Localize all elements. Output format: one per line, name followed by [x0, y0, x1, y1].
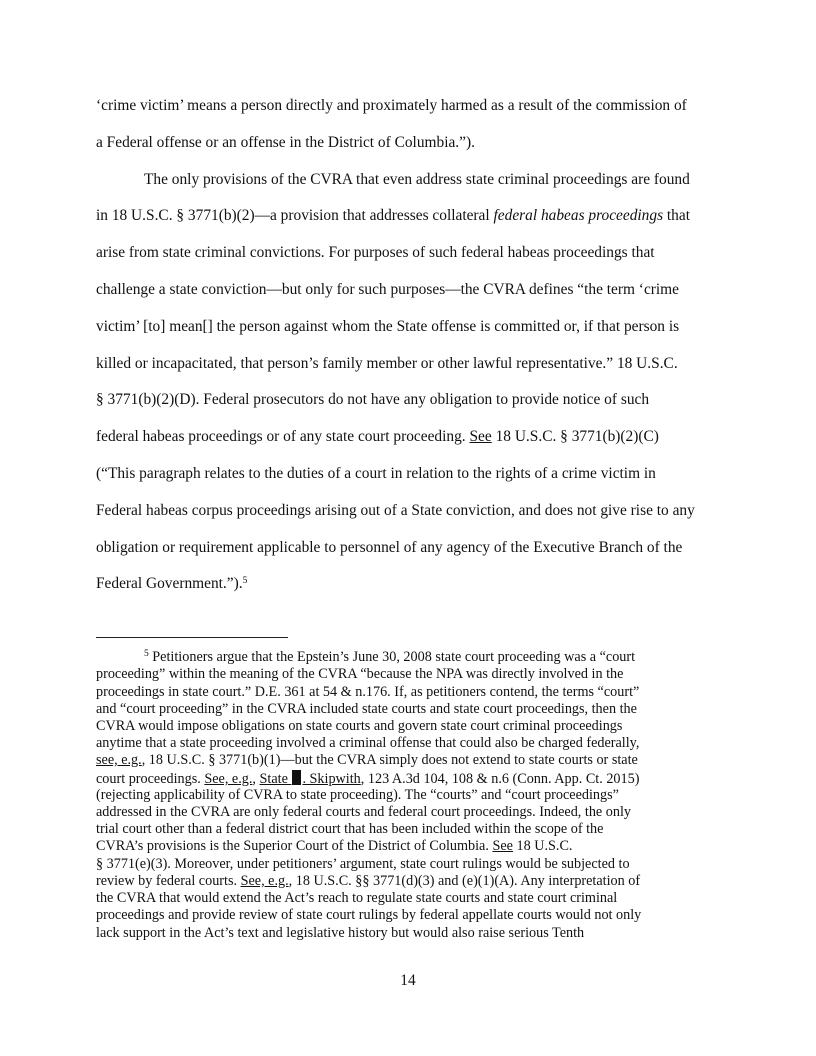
footnote-line: proceedings in state court.” D.E. 361 at 54 & n.176. If, as petitioners contend, the terms “court”	[96, 684, 640, 700]
footnote-line	[96, 770, 736, 788]
footnote-line: lack support in the Act’s text and legislative history but would also raise serious Tenth	[96, 925, 585, 941]
footnote-line: anytime that a state proceeding involved a criminal offense that could also be charged federally,	[96, 735, 640, 751]
body-line: (“This paragraph relates to the duties of a court in relation to the rights of a crime victim in	[96, 465, 656, 482]
footnote-line: the CVRA that would extend the Act’s reach to regulate state courts and state court criminal	[96, 890, 618, 906]
citation-signal: See, e.g.	[240, 873, 289, 889]
citation-signal: See, e.g.	[204, 771, 253, 787]
case-name	[260, 771, 361, 787]
text-run: court proceedings.	[96, 771, 205, 787]
text-run: that	[663, 207, 690, 224]
footnote-line: and “court proceeding” in the CVRA included state courts and state court proceedings, then the	[96, 701, 637, 717]
case-name-part: State	[259, 771, 292, 787]
body-line: arise from state criminal convictions. For purposes of such federal habeas proceedings that	[96, 244, 655, 261]
footnote-line: proceedings and provide review of state court rulings by federal appellate courts would not only	[96, 907, 642, 923]
footnote-line	[96, 873, 736, 890]
citation-signal: See	[492, 838, 513, 854]
text-run: Petitioners argue that the Epstein’s June 30, 2008 state court proceeding was a “court	[152, 649, 636, 665]
body-line: ‘crime victim’ means a person directly and proximately harmed as a result of the commission of	[96, 97, 687, 114]
footnote-line: § 3771(e)(3). Moreover, under petitioners’ argument, state court rulings would be subjected to	[96, 856, 630, 872]
body-line: obligation or requirement applicable to personnel of any agency of the Executive Branch of the	[96, 539, 683, 556]
italic-phrase: federal habeas proceedings	[493, 207, 664, 224]
text-run: , 18 U.S.C. §§ 3771(d)(3) and (e)(1)(A). Any interpretation of	[288, 873, 641, 889]
footnote-reference: 5	[242, 576, 248, 586]
citation-signal: see, e.g.	[96, 752, 142, 768]
footnote-line: (rejecting applicability of CVRA to state proceeding). The “courts” and “court proceedings”	[96, 787, 619, 803]
body-line: killed or incapacitated, that person’s family member or other lawful representative.” 18 U.S.C.	[96, 355, 678, 372]
text-run: , 123 A.3d 104, 108 & n.6 (Conn. App. Ct. 2015)	[360, 771, 640, 787]
text-run: 18 U.S.C. § 3771(b)(2)(C)	[491, 428, 659, 445]
text-run: 18 U.S.C.	[512, 838, 573, 854]
text-run: federal habeas proceedings or of any state court proceeding.	[96, 428, 470, 445]
body-line	[96, 207, 736, 225]
footnote-separator	[96, 637, 288, 638]
footnote-line: proceeding” within the meaning of the CVRA “because the NPA was directly involved in the	[96, 666, 624, 682]
citation-signal: See	[469, 428, 492, 445]
footnote-line	[96, 838, 736, 855]
footnote-line: addressed in the CVRA are only federal courts and federal court proceedings. Indeed, the only	[96, 804, 631, 820]
case-name-part: . Skipwith	[302, 771, 361, 787]
text-run: CVRA’s provisions is the Superior Court of the District of Columbia.	[96, 838, 493, 854]
text-run: Federal Government.”).	[96, 575, 243, 592]
body-line: § 3771(b)(2)(D). Federal prosecutors do not have any obligation to provide notice of such	[96, 391, 650, 408]
text-run: ,	[252, 771, 260, 787]
page-number: 14	[400, 972, 416, 989]
text-run: review by federal courts.	[96, 873, 241, 889]
body-line: challenge a state conviction—but only for such purposes—the CVRA defines “the term ‘crime	[96, 281, 679, 298]
text-run: in 18 U.S.C. § 3771(b)(2)—a provision that addresses collateral	[96, 207, 494, 224]
footnote-first-line	[144, 649, 736, 666]
footnote-line	[96, 752, 736, 769]
body-line: victim’ [to] mean[] the person against whom the State offense is committed or, if that person is	[96, 318, 680, 335]
footnote-line: CVRA would impose obligations on state courts and govern state court criminal proceedings	[96, 718, 623, 734]
footnote-number: 5	[144, 649, 149, 659]
body-line: a Federal offense or an offense in the District of Columbia.”).	[96, 134, 475, 151]
body-line: Federal habeas corpus proceedings arising out of a State conviction, and does not give rise to any	[96, 502, 695, 519]
body-line	[96, 575, 736, 593]
paragraph-first-line: The only provisions of the CVRA that even address state criminal proceedings are found	[144, 171, 690, 188]
body-line	[96, 428, 736, 446]
footnote-line: trial court other than a federal district court that has been included within the scope of the	[96, 821, 604, 837]
redaction-block	[292, 770, 301, 785]
text-run: , 18 U.S.C. § 3771(b)(1)—but the CVRA simply does not extend to state courts or state	[141, 752, 638, 768]
